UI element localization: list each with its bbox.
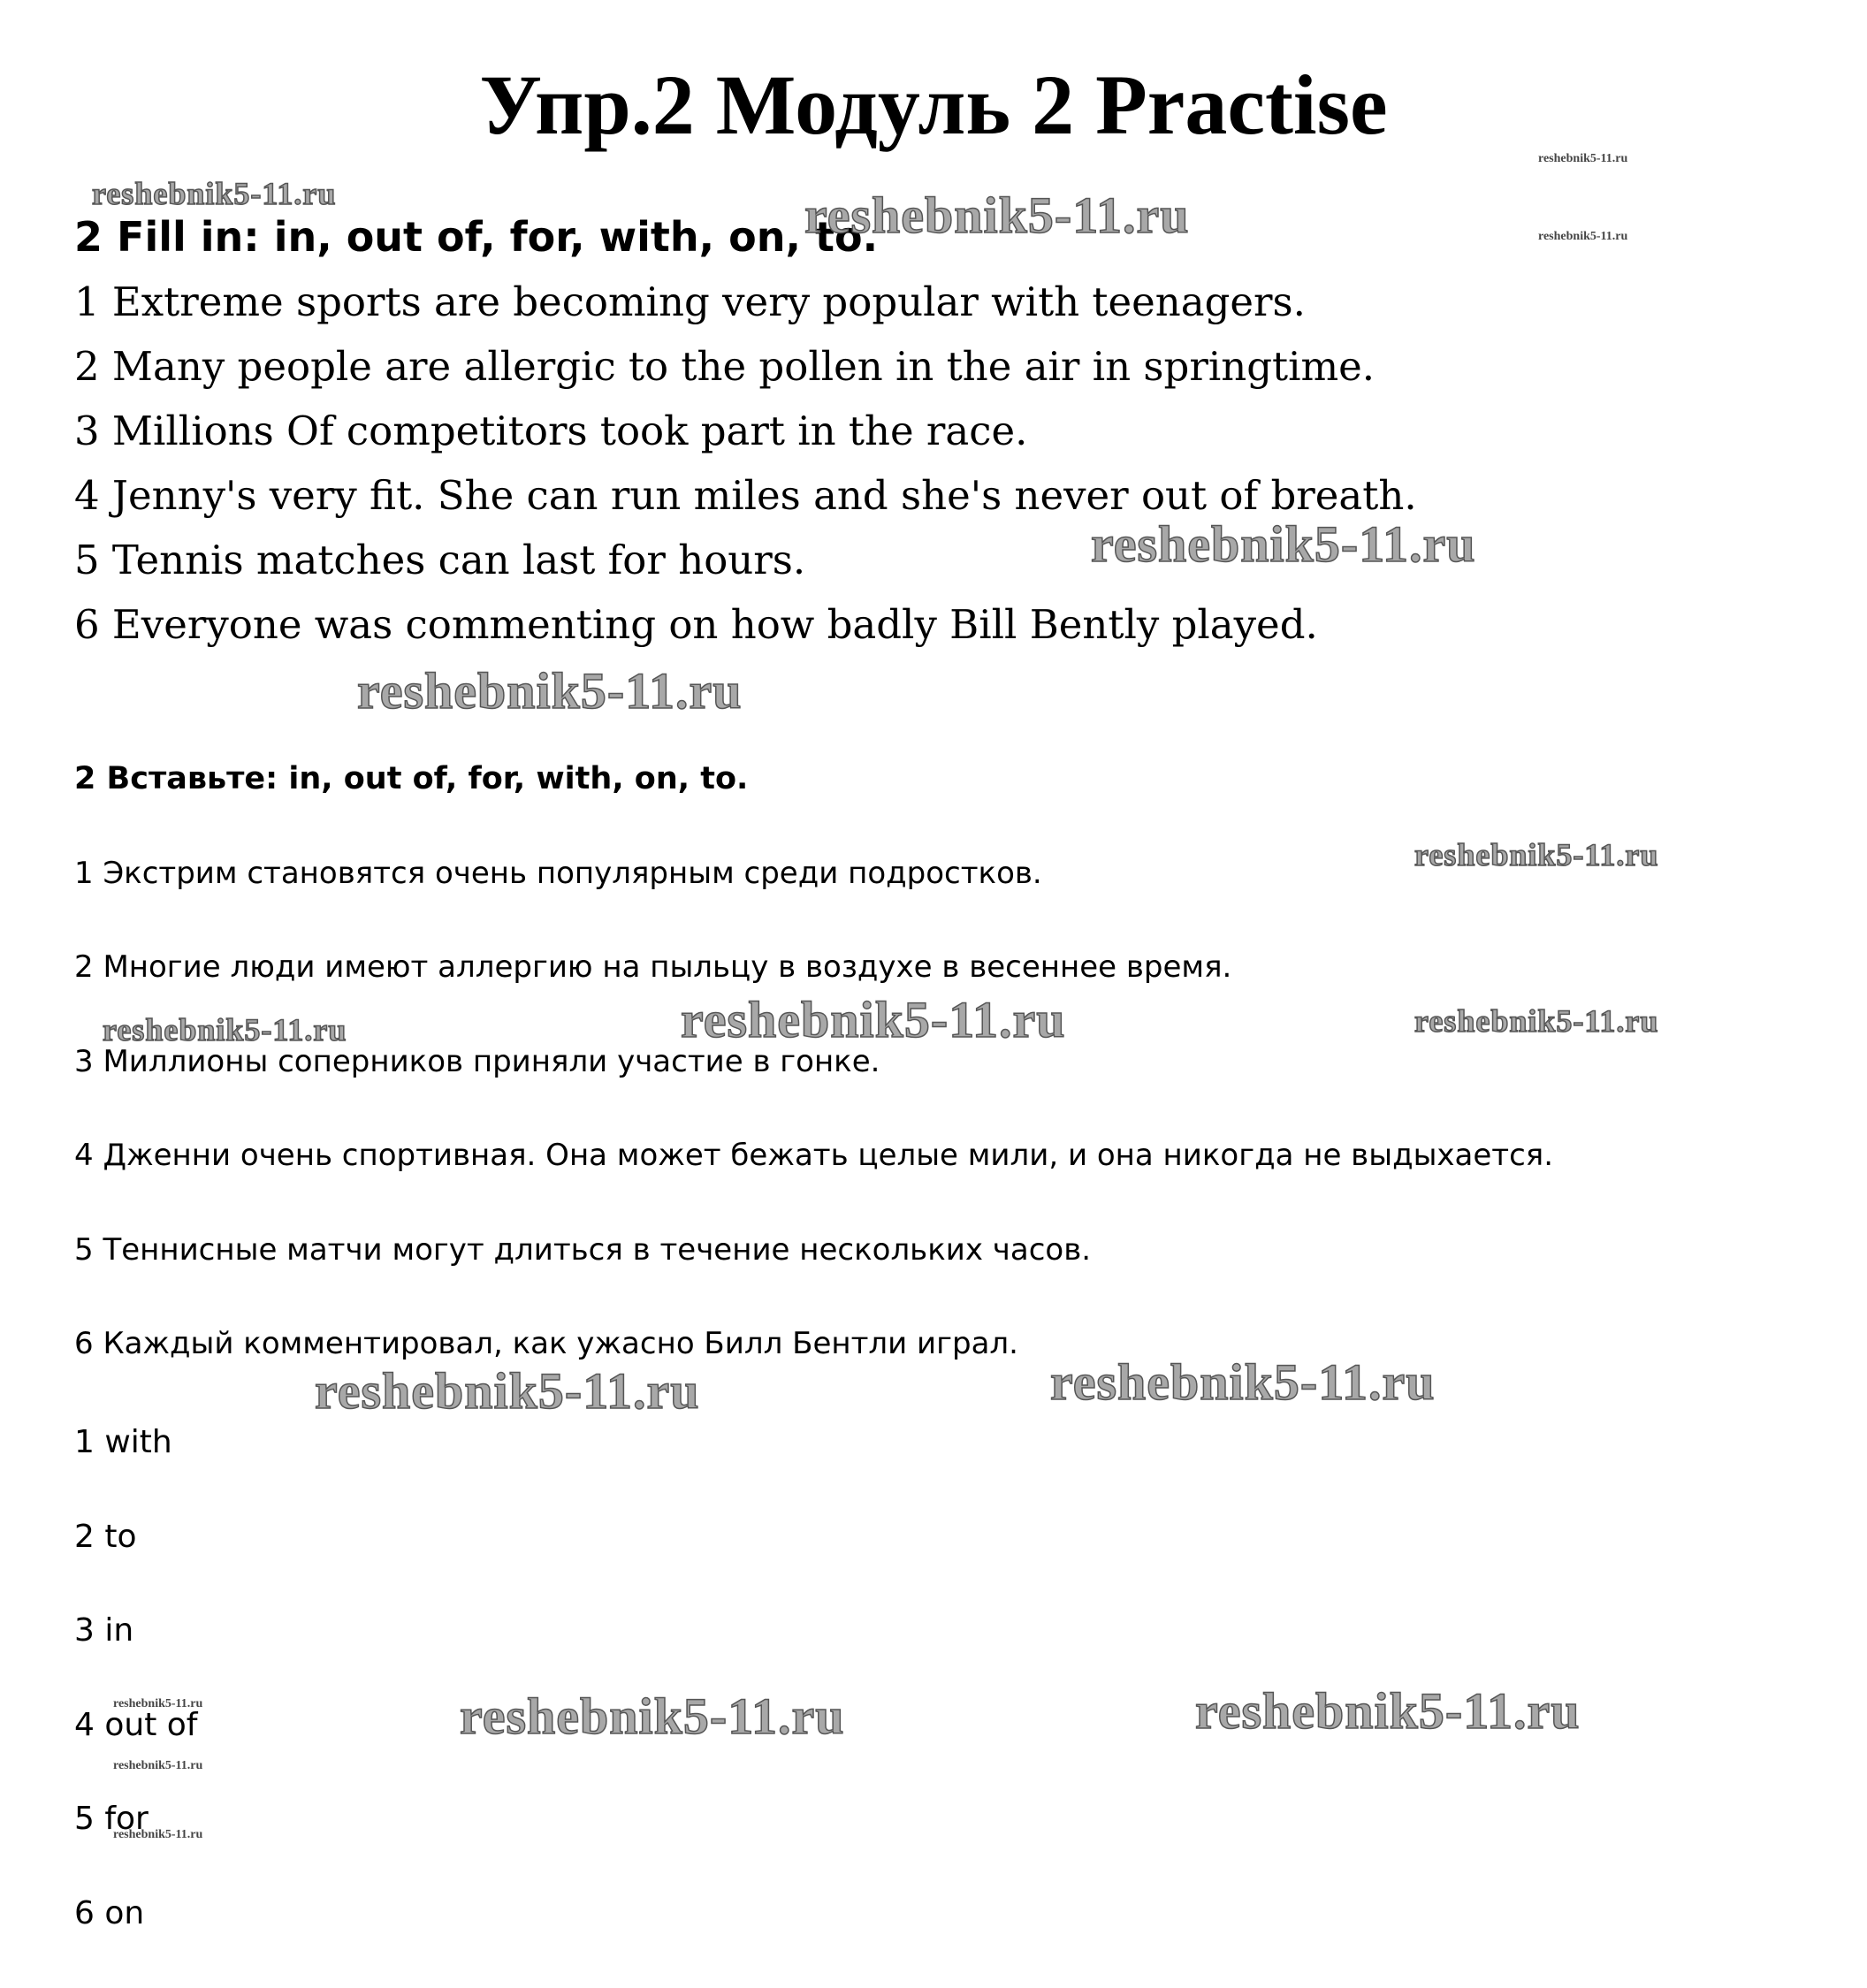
watermark: reshebnik5-11.ru bbox=[113, 1697, 203, 1710]
watermark: reshebnik5-11.ru bbox=[460, 1687, 845, 1745]
watermark: reshebnik5-11.ru bbox=[1538, 230, 1628, 243]
russian-sentence: 2 Многие люди имеют аллергию на пыльцу в воздухе в весеннее время. bbox=[74, 949, 1232, 985]
watermark: reshebnik5-11.ru bbox=[103, 1012, 347, 1047]
watermark: reshebnik5-11.ru bbox=[113, 1828, 203, 1841]
watermark: reshebnik5-11.ru bbox=[1050, 1353, 1436, 1411]
answer-item: 4 out of bbox=[74, 1706, 198, 1743]
watermark: reshebnik5-11.ru bbox=[315, 1362, 700, 1420]
english-sentence: 2 Many people are allergic to the pollen in the air in springtime. bbox=[74, 343, 1375, 390]
answer-item: 3 in bbox=[74, 1612, 134, 1649]
english-sentence: 3 Millions Of competitors took part in the race. bbox=[74, 408, 1028, 454]
russian-heading: 2 Вставьте: in, out of, for, with, on, to. bbox=[74, 761, 749, 796]
watermark: reshebnik5-11.ru bbox=[113, 1759, 203, 1772]
watermark: reshebnik5-11.ru bbox=[1195, 1682, 1581, 1740]
answer-item: 6 on bbox=[74, 1894, 145, 1931]
answer-item: 5 for bbox=[74, 1801, 149, 1837]
answer-item: 1 with bbox=[74, 1424, 172, 1460]
russian-translation bbox=[74, 757, 1553, 1416]
watermark: reshebnik5-11.ru bbox=[804, 187, 1190, 244]
english-sentence: 6 Everyone was commenting on how badly Bill Bently played. bbox=[74, 601, 1318, 648]
russian-sentence: 5 Теннисные матчи могут длиться в течение нескольких часов. bbox=[74, 1231, 1092, 1268]
english-sentence: 4 Jenny's very fit. She can run miles and she's never out of breath. bbox=[74, 472, 1417, 519]
watermark: reshebnik5-11.ru bbox=[1414, 1003, 1659, 1039]
watermark: reshebnik5-11.ru bbox=[357, 662, 743, 720]
watermark: reshebnik5-11.ru bbox=[1414, 837, 1659, 872]
russian-sentence: 4 Дженни очень спортивная. Она может бежать целые мили, и она никогда не выдыхается. bbox=[74, 1138, 1554, 1173]
english-exercise bbox=[74, 205, 1417, 657]
russian-sentence: 6 Каждый комментировал, как ужасно Билл Бентли играл. bbox=[74, 1326, 1018, 1361]
watermark: reshebnik5-11.ru bbox=[1091, 515, 1476, 573]
english-sentence: 5 Tennis matches can last for hours. bbox=[74, 537, 806, 583]
page-title: Упр.2 Модуль 2 Practise bbox=[479, 57, 1388, 152]
answer-item: 2 to bbox=[74, 1518, 137, 1555]
english-sentence: 1 Extreme sports are becoming very popular with teenagers. bbox=[74, 278, 1306, 325]
russian-sentence: 3 Миллионы соперников приняли участие в гонке. bbox=[74, 1043, 880, 1079]
russian-sentence: 1 Экстрим становятся очень популярным среди подростков. bbox=[74, 855, 1042, 891]
english-heading: 2 Fill in: in, out of, for, with, on, to. bbox=[74, 213, 879, 261]
watermark: reshebnik5-11.ru bbox=[681, 991, 1066, 1048]
watermark: reshebnik5-11.ru bbox=[1538, 152, 1628, 165]
watermark: reshebnik5-11.ru bbox=[92, 176, 337, 211]
